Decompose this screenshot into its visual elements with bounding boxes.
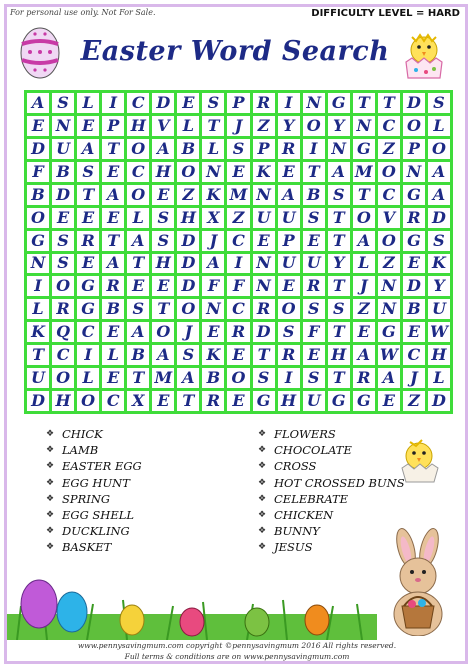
word-item xyxy=(46,475,142,491)
grid-cell[interactable]: O xyxy=(378,231,400,251)
grid-cell[interactable]: L xyxy=(27,299,49,319)
grid-cell[interactable]: A xyxy=(353,231,375,251)
grid-cell[interactable]: E xyxy=(177,93,199,113)
grid-cell[interactable]: D xyxy=(177,231,199,251)
grid-cell[interactable]: O xyxy=(278,299,300,319)
grid-cell[interactable]: X xyxy=(127,391,149,411)
bullet-icon: ❖ xyxy=(46,493,55,504)
grid-cell[interactable]: U xyxy=(52,139,74,159)
grid-cell[interactable]: I xyxy=(278,368,300,388)
grid-cell[interactable]: R xyxy=(253,299,275,319)
grid-cell[interactable]: A xyxy=(27,93,49,113)
grid-cell[interactable]: E xyxy=(152,276,174,296)
grid-cell[interactable]: D xyxy=(428,391,450,411)
difficulty-level: DIFFICULTY LEVEL = HARD xyxy=(311,8,460,19)
grid-cell[interactable]: B xyxy=(403,299,425,319)
grid-cell[interactable]: B xyxy=(102,299,124,319)
grid-cell[interactable]: U xyxy=(27,368,49,388)
grid-cell[interactable]: S xyxy=(253,368,275,388)
word-label: EGG HUNT xyxy=(62,475,130,490)
grid-cell[interactable]: N xyxy=(403,162,425,182)
grid-cell[interactable]: F xyxy=(202,276,224,296)
grid-cell[interactable]: T xyxy=(353,185,375,205)
grid-cell[interactable]: S xyxy=(152,208,174,228)
grid-cell[interactable]: R xyxy=(278,139,300,159)
grid-cell[interactable]: C xyxy=(77,322,99,342)
grid-cell[interactable]: M xyxy=(152,368,174,388)
grid-cell[interactable]: D xyxy=(253,322,275,342)
grid-cell[interactable]: S xyxy=(328,185,350,205)
grid-cell[interactable]: N xyxy=(202,162,224,182)
grid-cell[interactable]: T xyxy=(303,162,325,182)
grid-cell[interactable]: A xyxy=(278,185,300,205)
grid-cell[interactable]: P xyxy=(102,116,124,136)
grid-cell[interactable]: T xyxy=(177,391,199,411)
grid-cell[interactable]: O xyxy=(177,162,199,182)
grid-cell[interactable]: R xyxy=(303,276,325,296)
grid-cell[interactable]: F xyxy=(27,162,49,182)
bullet-icon: ❖ xyxy=(46,429,55,440)
grid-cell[interactable]: E xyxy=(52,208,74,228)
grid-cell[interactable]: E xyxy=(127,276,149,296)
word-label: BASKET xyxy=(62,540,112,555)
grid-cell[interactable]: O xyxy=(353,208,375,228)
grid-cell[interactable]: S xyxy=(227,139,249,159)
bullet-icon: ❖ xyxy=(258,429,267,440)
grid-cell[interactable]: E xyxy=(77,116,99,136)
grid-cell[interactable]: S xyxy=(303,299,325,319)
word-list-left xyxy=(46,426,142,556)
grid-cell[interactable]: T xyxy=(328,276,350,296)
bullet-icon: ❖ xyxy=(46,461,55,472)
grid-cell[interactable]: T xyxy=(127,254,149,274)
grid-cell[interactable]: E xyxy=(27,116,49,136)
grid-cell[interactable]: N xyxy=(27,254,49,274)
word-label: EGG SHELL xyxy=(62,508,134,523)
grid-cell[interactable]: N xyxy=(253,254,275,274)
personal-use-note: For personal use only. Not For Sale. xyxy=(10,8,156,17)
grid-cell[interactable]: C xyxy=(227,299,249,319)
grid-cell[interactable]: S xyxy=(77,162,99,182)
word-item xyxy=(258,458,405,474)
grid-cell[interactable]: E xyxy=(77,254,99,274)
grid-cell[interactable]: R xyxy=(278,345,300,365)
grid-cell[interactable]: E xyxy=(253,231,275,251)
grid-cell[interactable]: N xyxy=(202,299,224,319)
grid-cell[interactable]: D xyxy=(152,93,174,113)
grid-cell[interactable]: L xyxy=(202,139,224,159)
word-label: FLOWERS xyxy=(274,427,336,442)
grid-cell[interactable]: O xyxy=(27,208,49,228)
bullet-icon: ❖ xyxy=(258,510,267,521)
grid-cell[interactable]: E xyxy=(102,208,124,228)
grid-cell[interactable]: A xyxy=(428,162,450,182)
grid-cell[interactable]: O xyxy=(227,368,249,388)
word-label: CHICK xyxy=(62,427,103,442)
grid-cell[interactable]: T xyxy=(202,116,224,136)
grid-cell[interactable]: G xyxy=(253,391,275,411)
grid-cell[interactable]: R xyxy=(202,391,224,411)
grid-cell[interactable]: H xyxy=(152,162,174,182)
word-item xyxy=(46,539,142,555)
grid-cell[interactable]: P xyxy=(278,231,300,251)
grid-cell[interactable]: Q xyxy=(52,322,74,342)
word-item xyxy=(46,523,142,539)
grid-cell[interactable]: G xyxy=(27,231,49,251)
grid-cell[interactable]: G xyxy=(353,139,375,159)
grid-cell[interactable]: H xyxy=(278,391,300,411)
word-item xyxy=(46,426,142,442)
chick-icon xyxy=(402,32,446,80)
grid-cell[interactable]: J xyxy=(202,231,224,251)
grid-cell[interactable]: E xyxy=(152,185,174,205)
word-item xyxy=(258,426,405,442)
grid-cell[interactable]: H xyxy=(428,345,450,365)
grid-cell[interactable]: I xyxy=(303,139,325,159)
grid-cell[interactable]: S xyxy=(303,368,325,388)
grid-cell[interactable]: Z xyxy=(403,391,425,411)
grid-cell[interactable]: Y xyxy=(328,116,350,136)
grid-cell[interactable]: R xyxy=(353,368,375,388)
grid-cell[interactable]: N xyxy=(253,185,275,205)
bullet-icon: ❖ xyxy=(258,493,267,504)
grid-cell[interactable]: E xyxy=(403,254,425,274)
grid-cell[interactable]: C xyxy=(127,162,149,182)
grid-cell[interactable]: A xyxy=(328,162,350,182)
grid-cell[interactable]: D xyxy=(177,254,199,274)
grid-cell[interactable]: I xyxy=(102,93,124,113)
grid-cell[interactable]: S xyxy=(52,254,74,274)
bullet-icon: ❖ xyxy=(46,445,55,456)
grid-cell[interactable]: D xyxy=(27,391,49,411)
grid-cell[interactable]: H xyxy=(177,208,199,228)
grid-cell[interactable]: T xyxy=(328,208,350,228)
grid-cell[interactable]: C xyxy=(227,231,249,251)
grid-cell[interactable]: Z xyxy=(227,208,249,228)
grid-cell[interactable]: W xyxy=(428,322,450,342)
grid-cell[interactable]: U xyxy=(303,391,325,411)
grid-cell[interactable]: A xyxy=(127,231,149,251)
grid-cell[interactable]: S xyxy=(152,231,174,251)
grid-cell[interactable]: V xyxy=(152,116,174,136)
word-item xyxy=(258,475,405,491)
grid-cell[interactable]: O xyxy=(152,322,174,342)
grid-cell[interactable]: Y xyxy=(328,254,350,274)
grid-cell[interactable]: V xyxy=(378,208,400,228)
grid-cell[interactable]: P xyxy=(403,139,425,159)
word-label: CELEBRATE xyxy=(274,491,349,506)
grid-cell[interactable]: C xyxy=(102,391,124,411)
grid-cell[interactable]: T xyxy=(253,345,275,365)
grid-cell[interactable]: O xyxy=(428,139,450,159)
grid-cell[interactable]: T xyxy=(127,368,149,388)
grid-cell[interactable]: O xyxy=(403,116,425,136)
grid-cell[interactable]: T xyxy=(27,345,49,365)
bullet-icon: ❖ xyxy=(258,477,267,488)
grid-cell[interactable]: T xyxy=(328,322,350,342)
bunny-icon xyxy=(374,526,464,636)
grid-cell[interactable]: S xyxy=(52,231,74,251)
grid-cell[interactable]: U xyxy=(428,299,450,319)
grid-cell[interactable]: K xyxy=(253,162,275,182)
grid-cell[interactable]: T xyxy=(328,368,350,388)
grid-cell[interactable]: R xyxy=(403,208,425,228)
grid-cell[interactable]: G xyxy=(378,322,400,342)
grid-cell[interactable]: N xyxy=(253,276,275,296)
grid-cell[interactable]: B xyxy=(177,139,199,159)
grid-cell[interactable]: E xyxy=(102,368,124,388)
grid-cell[interactable]: P xyxy=(227,93,249,113)
grid-cell[interactable]: D xyxy=(177,276,199,296)
grid-cell[interactable]: S xyxy=(52,93,74,113)
grid-cell[interactable]: L xyxy=(353,254,375,274)
grid-cell[interactable]: B xyxy=(202,368,224,388)
grid-cell[interactable]: C xyxy=(127,93,149,113)
grid-cell[interactable]: S xyxy=(428,231,450,251)
grid-cell[interactable]: H xyxy=(52,391,74,411)
grid-cell[interactable]: Z xyxy=(353,299,375,319)
word-label: LAMB xyxy=(62,443,99,458)
grid-cell[interactable]: T xyxy=(102,231,124,251)
grid-cell[interactable]: I xyxy=(27,276,49,296)
grid-cell[interactable]: D xyxy=(403,93,425,113)
grid-cell[interactable]: J xyxy=(353,276,375,296)
grid-cell[interactable]: Z xyxy=(253,116,275,136)
grid-cell[interactable]: L xyxy=(77,368,99,388)
grid-cell[interactable]: D xyxy=(52,185,74,205)
grid-cell[interactable]: T xyxy=(152,299,174,319)
grid-cell[interactable]: G xyxy=(328,391,350,411)
grid-cell[interactable]: R xyxy=(102,276,124,296)
grid-cell[interactable]: L xyxy=(177,116,199,136)
grid-cell[interactable]: S xyxy=(177,345,199,365)
bullet-icon: ❖ xyxy=(46,510,55,521)
grid-cell[interactable]: U xyxy=(278,254,300,274)
word-item xyxy=(258,442,405,458)
grid-cell[interactable]: G xyxy=(77,299,99,319)
grid-cell[interactable]: Z xyxy=(177,185,199,205)
grid-cell[interactable]: B xyxy=(27,185,49,205)
grid-cell[interactable]: R xyxy=(77,231,99,251)
footer-copyright: www.pennysavingmum.com copyright ©pennysavingmum 2016 All rights reserved. xyxy=(77,641,397,650)
grid-cell[interactable]: D xyxy=(428,208,450,228)
grid-cell[interactable]: K xyxy=(27,322,49,342)
grid-cell[interactable]: B xyxy=(127,345,149,365)
word-label: CHOCOLATE xyxy=(274,443,352,458)
word-label: BUNNY xyxy=(274,524,320,539)
grid-cell[interactable]: Y xyxy=(278,116,300,136)
grid-cell[interactable]: A xyxy=(177,368,199,388)
grid-cell[interactable]: E xyxy=(227,391,249,411)
grid-cell[interactable]: S xyxy=(202,93,224,113)
grid-cell[interactable]: S xyxy=(303,208,325,228)
bullet-icon: ❖ xyxy=(46,477,55,488)
word-item xyxy=(46,491,142,507)
grid-cell[interactable]: H xyxy=(152,254,174,274)
grid-cell[interactable]: U xyxy=(253,208,275,228)
bullet-icon: ❖ xyxy=(258,526,267,537)
grid-cell[interactable]: N xyxy=(52,116,74,136)
grid-cell[interactable]: O xyxy=(52,368,74,388)
chick-icon xyxy=(396,436,442,486)
grid-cell[interactable]: M xyxy=(353,162,375,182)
grid-cell[interactable]: E xyxy=(227,162,249,182)
grid-cell[interactable]: G xyxy=(77,276,99,296)
grass-eggs-icon xyxy=(7,566,377,640)
grid-cell[interactable]: T xyxy=(353,93,375,113)
grid-cell[interactable]: E xyxy=(102,322,124,342)
grid-cell[interactable]: K xyxy=(202,345,224,365)
grid-cell[interactable]: F xyxy=(303,322,325,342)
easter-egg-icon xyxy=(18,24,62,80)
grid-cell[interactable]: O xyxy=(127,185,149,205)
word-item xyxy=(46,442,142,458)
grid-cell[interactable]: C xyxy=(403,345,425,365)
grid-cell[interactable]: U xyxy=(278,208,300,228)
grid-cell[interactable]: C xyxy=(52,345,74,365)
grid-cell[interactable]: C xyxy=(378,185,400,205)
grid-cell[interactable]: N xyxy=(303,93,325,113)
grid-cell[interactable]: A xyxy=(77,139,99,159)
grid-cell[interactable]: S xyxy=(278,322,300,342)
grid-cell[interactable]: G xyxy=(403,231,425,251)
grid-cell[interactable]: G xyxy=(328,93,350,113)
grid-cell[interactable]: D xyxy=(403,276,425,296)
grid-cell[interactable]: M xyxy=(227,185,249,205)
grid-cell[interactable]: S xyxy=(328,299,350,319)
word-item xyxy=(258,507,405,523)
word-item xyxy=(258,491,405,507)
grid-cell[interactable]: R xyxy=(253,93,275,113)
word-label: CHICKEN xyxy=(274,508,334,523)
grid-cell[interactable]: O xyxy=(127,139,149,159)
grid-cell[interactable]: I xyxy=(227,254,249,274)
grid-cell[interactable]: E xyxy=(278,276,300,296)
grid-cell[interactable]: R xyxy=(227,322,249,342)
grid-cell[interactable]: E xyxy=(102,162,124,182)
bullet-icon: ❖ xyxy=(258,461,267,472)
grid-cell[interactable]: E xyxy=(278,162,300,182)
grid-cell[interactable]: E xyxy=(77,208,99,228)
grid-cell[interactable]: I xyxy=(77,345,99,365)
word-item xyxy=(46,458,142,474)
grid-cell[interactable]: P xyxy=(253,139,275,159)
grid-cell[interactable]: A xyxy=(152,345,174,365)
grid-cell[interactable]: J xyxy=(403,368,425,388)
grid-cell[interactable]: U xyxy=(303,254,325,274)
grid-cell[interactable]: L xyxy=(428,116,450,136)
grid-cell[interactable]: T xyxy=(328,231,350,251)
grid-cell[interactable]: H xyxy=(127,116,149,136)
grid-cell[interactable]: E xyxy=(353,322,375,342)
grid-cell[interactable]: S xyxy=(127,299,149,319)
grid-cell[interactable]: E xyxy=(303,345,325,365)
grid-cell[interactable]: T xyxy=(378,93,400,113)
grid-cell[interactable]: L xyxy=(102,345,124,365)
grid-cell[interactable]: J xyxy=(227,116,249,136)
grid-cell[interactable]: E xyxy=(378,391,400,411)
grid-cell[interactable]: O xyxy=(77,391,99,411)
grid-cell[interactable]: A xyxy=(127,322,149,342)
grid-cell[interactable]: A xyxy=(428,185,450,205)
grid-cell[interactable]: E xyxy=(303,231,325,251)
grid-cell[interactable]: L xyxy=(428,368,450,388)
page-title: Easter Word Search xyxy=(80,36,390,67)
grid-cell[interactable]: K xyxy=(202,185,224,205)
word-search-grid xyxy=(24,90,453,414)
word-label: JESUS xyxy=(274,540,313,555)
grid-cell[interactable]: O xyxy=(177,299,199,319)
bullet-icon: ❖ xyxy=(258,542,267,553)
grid-cell[interactable]: A xyxy=(102,185,124,205)
grid-cell[interactable]: E xyxy=(227,345,249,365)
grid-cell[interactable]: G xyxy=(353,391,375,411)
bullet-icon: ❖ xyxy=(46,542,55,553)
grid-cell[interactable]: A xyxy=(378,368,400,388)
grid-cell[interactable]: S xyxy=(428,93,450,113)
grid-cell[interactable]: N xyxy=(328,139,350,159)
grid-cell[interactable]: B xyxy=(52,162,74,182)
grid-cell[interactable]: T xyxy=(77,185,99,205)
grid-cell[interactable]: O xyxy=(303,116,325,136)
grid-cell[interactable]: W xyxy=(378,345,400,365)
grid-cell[interactable]: E xyxy=(152,391,174,411)
grid-cell[interactable]: A xyxy=(102,254,124,274)
grid-cell[interactable]: T xyxy=(102,139,124,159)
grid-cell[interactable]: N xyxy=(378,299,400,319)
grid-cell[interactable]: Z xyxy=(378,139,400,159)
grid-cell[interactable]: A xyxy=(152,139,174,159)
grid-cell[interactable]: O xyxy=(378,162,400,182)
footer-terms: Full terms & conditions are on www.pennysavingmum.com xyxy=(124,652,350,661)
grid-cell[interactable]: L xyxy=(127,208,149,228)
grid-cell[interactable]: C xyxy=(378,116,400,136)
grid-cell[interactable]: G xyxy=(403,185,425,205)
grid-cell[interactable]: Z xyxy=(378,254,400,274)
grid-cell[interactable]: H xyxy=(328,345,350,365)
grid-cell[interactable]: I xyxy=(278,93,300,113)
grid-cell[interactable]: N xyxy=(378,276,400,296)
grid-cell[interactable]: D xyxy=(27,139,49,159)
grid-cell[interactable]: N xyxy=(353,116,375,136)
grid-cell[interactable]: X xyxy=(202,208,224,228)
grid-cell[interactable]: A xyxy=(353,345,375,365)
word-label: HOT CROSSED BUNS xyxy=(274,475,405,490)
word-item xyxy=(46,507,142,523)
word-label: EASTER EGG xyxy=(62,459,142,474)
grid-cell[interactable]: B xyxy=(303,185,325,205)
word-label: CROSS xyxy=(274,459,317,474)
word-label: SPRING xyxy=(62,491,111,506)
grid-cell[interactable]: F xyxy=(227,276,249,296)
grid-cell[interactable]: K xyxy=(428,254,450,274)
grid-cell[interactable]: Y xyxy=(428,276,450,296)
grid-cell[interactable]: E xyxy=(403,322,425,342)
grid-cell[interactable]: R xyxy=(52,299,74,319)
grid-cell[interactable]: E xyxy=(202,322,224,342)
grid-cell[interactable]: L xyxy=(77,93,99,113)
grid-cell[interactable]: J xyxy=(177,322,199,342)
grid-cell[interactable]: A xyxy=(202,254,224,274)
word-label: DUCKLING xyxy=(62,524,130,539)
bullet-icon: ❖ xyxy=(258,445,267,456)
grid-cell[interactable]: O xyxy=(52,276,74,296)
bullet-icon: ❖ xyxy=(46,526,55,537)
